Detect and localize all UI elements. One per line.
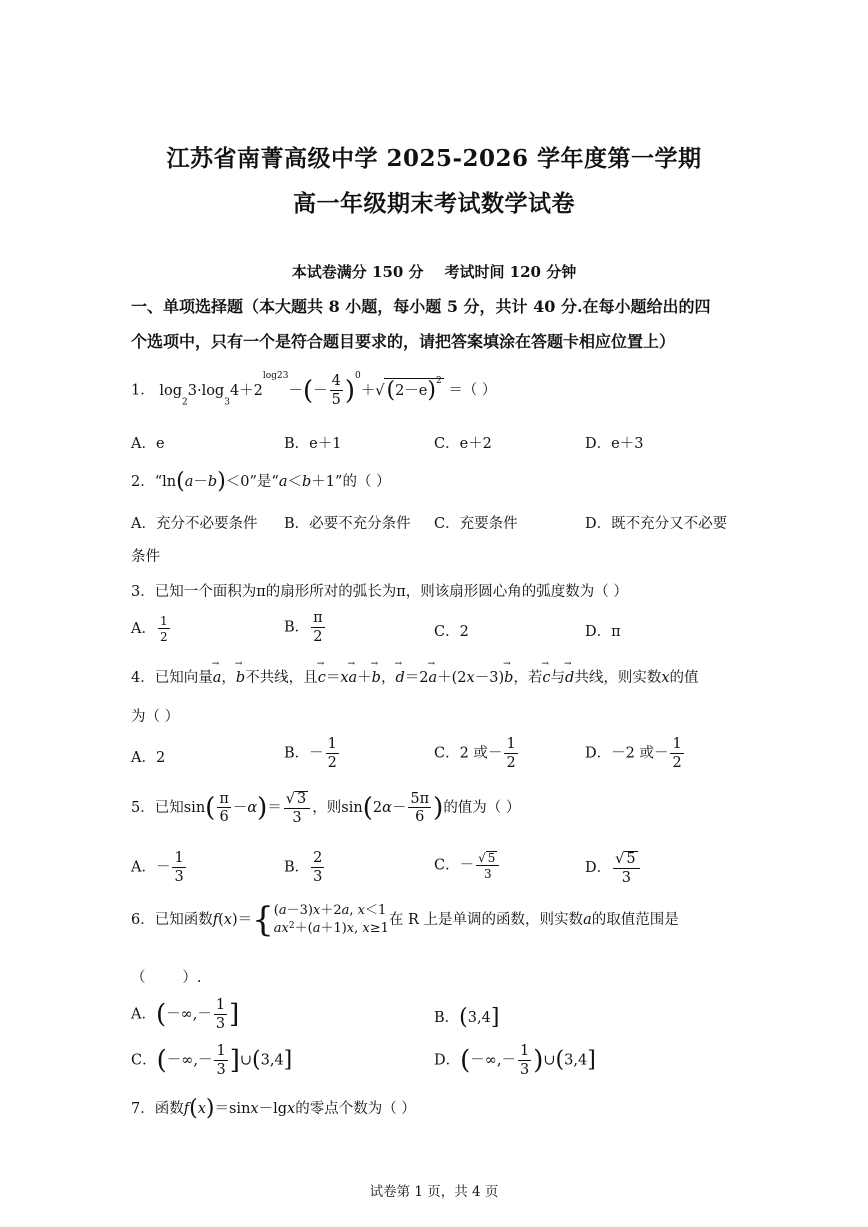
q1-option-a: A．e: [131, 436, 165, 452]
q1-option-c: C．e＋2: [434, 436, 492, 452]
question-7: 7．函数f(x)＝sinx－lgx的零点个数为（ ）: [131, 1096, 416, 1121]
question-3: 3．已知一个面积为π的扇形所对的弧长为π，则该扇形圆心角的弧度数为（ ）: [131, 584, 628, 600]
q4-option-d: D．－2 或－ $\frac{1}{2}$: [585, 736, 682, 771]
question-1: 1． $\log 23\cdot\log 34+2^{log23}-(-$ $\frac{4}{5}$ )$^0+√(2-e)^2$ ＝（ ）: [131, 371, 497, 408]
q1-formula: $\log 23\cdot\log 34+2^{log23}-(-$ $\frac{4}{5}$ )$^0+√(2-e)^2$: [159, 371, 442, 408]
q2-option-d-wrap: 条件: [131, 549, 160, 565]
section1-heading-line1: 一、单项选择题（本大题共 8 小题，每小题 5 分，共计 40 分.在每小题给出的四: [131, 297, 711, 316]
question-2: 2．“ln(a－b)＜0”是“a＜b＋1”的（ ）: [131, 469, 391, 494]
q1-option-d: D．e＋3: [585, 436, 644, 452]
question-4-wrap: 为（ ）: [131, 709, 180, 725]
title-line1: 江苏省南菁高级中学 2025-2026 学年度第一学期: [166, 145, 702, 172]
question-6-wrap: （ ）.: [131, 970, 202, 986]
q2-option-c: C．充要条件: [434, 516, 518, 532]
q2-option-b: B．必要不充分条件: [284, 516, 411, 532]
question-6: 6．已知函数f(x)＝ { (a－3)x＋2a, x＜1 $ax^2+(a+1)x$, x≥1 在 R 上是单调的函数，则实数a的取值范围是: [131, 900, 679, 940]
q5-option-c: C．－ $\frac{√ 5}{3}$: [434, 851, 501, 880]
q3-option-a: A． $\frac{1}{2}$: [131, 614, 168, 644]
q3-option-d: D．π: [585, 624, 621, 640]
q2-option-d: D．既不充分又不必要: [585, 516, 728, 532]
title-line2: 高一年级期末考试数学试卷: [293, 190, 575, 217]
q3-option-c: C．2: [434, 624, 469, 640]
q5-option-d: D． $\frac{√ 5}{3}$: [585, 851, 642, 885]
section1-heading-line2: 个选项中，只有一个是符合题目要求的，请把答案填涂在答题卡相应位置上）: [131, 332, 676, 351]
q6-option-d: D．(－∞,－ $\frac{1}{3}$ )∪(3,4]: [434, 1043, 596, 1078]
q3-option-b: B． $\frac{\pi}{2}$: [284, 610, 323, 645]
q4-option-b: B．－ $\frac{1}{2}$: [284, 736, 337, 771]
q6-option-b: B．(3,4]: [434, 1005, 500, 1030]
q2-option-a: A．充分不必要条件: [131, 516, 258, 532]
question-4: 4．已知向量→ a，→ b不共线，且→ c＝x→ a＋→ b，→ d＝2→ a＋(2x－3)→ b，若→ c与→ d共线，则实数x的值: [131, 666, 699, 687]
q4-option-c: C．2 或－ $\frac{1}{2}$: [434, 736, 516, 771]
q5-option-a: A．－ $\frac{1}{3}$: [131, 850, 184, 885]
page-footer: 试卷第 1 页，共 4 页: [369, 1184, 499, 1200]
q4-option-a: A．2: [131, 750, 166, 766]
question-5: 5．已知sin( $\frac{\pi}{6}$ －α)＝ $\frac{√ 3}{3}$ ，则sin(2α－ $\frac{5\pi}{6}$ )的值为（ ）: [131, 790, 521, 826]
exam-info: 本试卷满分 150 分 考试时间 120 分钟: [291, 263, 577, 281]
q1-option-b: B．e＋1: [284, 436, 342, 452]
q6-option-c: C．(－∞,－ $\frac{1}{3}$ ]∪(3,4]: [131, 1043, 293, 1078]
q5-option-b: B． $\frac{2}{3}$: [284, 850, 323, 885]
q6-option-a: A．(－∞,－ $\frac{1}{3}$ ]: [131, 997, 240, 1032]
